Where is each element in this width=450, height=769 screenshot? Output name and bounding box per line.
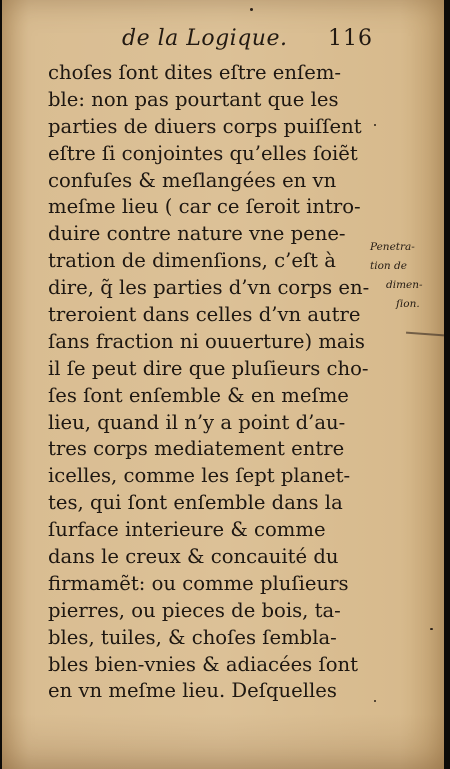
text-line: duire contre nature vne pene- <box>48 222 346 246</box>
text-line: tes, qui ſont enſemble dans la <box>48 491 343 515</box>
text-line: parties de diuers corps puiſſent <box>48 114 362 138</box>
text-line: lieu, quand il n’y a point d’au- <box>48 410 346 434</box>
text-line: bles, tuiles, & choſes ſembla- <box>48 625 337 649</box>
ink-mark <box>406 332 444 337</box>
ink-speck <box>374 124 376 126</box>
text-line: choſes ſont dites eſtre enſem- <box>48 61 342 84</box>
page-number: 116 <box>328 26 373 51</box>
text-line: meſme lieu ( car ce ſeroit intro- <box>48 195 361 219</box>
body-text <box>48 60 374 705</box>
text-line: dire, q̃ les parties d’vn corps en- <box>48 276 370 300</box>
ink-speck <box>430 628 433 630</box>
running-title: de la Logique. <box>122 26 288 51</box>
ink-speck <box>250 8 253 11</box>
text-line: il ſe peut dire que pluſieurs cho- <box>48 356 369 380</box>
text-line: firmamẽt: ou comme pluſieurs <box>48 571 349 595</box>
text-line: tration de dimenſions, c’eſt à <box>48 249 336 273</box>
text-line: pierres, ou pieces de bois, ta- <box>48 598 341 622</box>
text-line: ſans fraction ni ouuerture) mais <box>48 329 365 353</box>
text-line: confuſes & meſlangées en vn <box>48 168 337 192</box>
text-line: icelles, comme les ſept planet- <box>48 464 351 488</box>
text-line: en vn meſme lieu. Deſquelles <box>48 679 337 703</box>
margin-note <box>370 238 442 314</box>
text-line: dans le creux & concauité du <box>48 545 339 569</box>
text-line: bles bien-vnies & adiacées ſont <box>48 652 358 676</box>
margin-note-line: dimen- <box>386 279 423 291</box>
text-line: treroient dans celles d’vn autre <box>48 303 361 327</box>
margin-note-line: Penetra- <box>370 241 415 253</box>
text-line: eſtre ſi conjointes qu’elles ſoiẽt <box>48 141 358 165</box>
page-header <box>2 24 444 60</box>
book-page <box>2 0 444 769</box>
text-line: ſurface interieure & comme <box>48 518 326 542</box>
text-line: ſes ſont enſemble & en meſme <box>48 383 349 407</box>
margin-note-line: ſion. <box>396 298 420 310</box>
text-line: tres corps mediatement entre <box>48 437 345 461</box>
margin-note-line: tion de <box>370 260 407 272</box>
ink-speck <box>374 700 376 702</box>
text-line: ble: non pas pourtant que les <box>48 87 339 111</box>
